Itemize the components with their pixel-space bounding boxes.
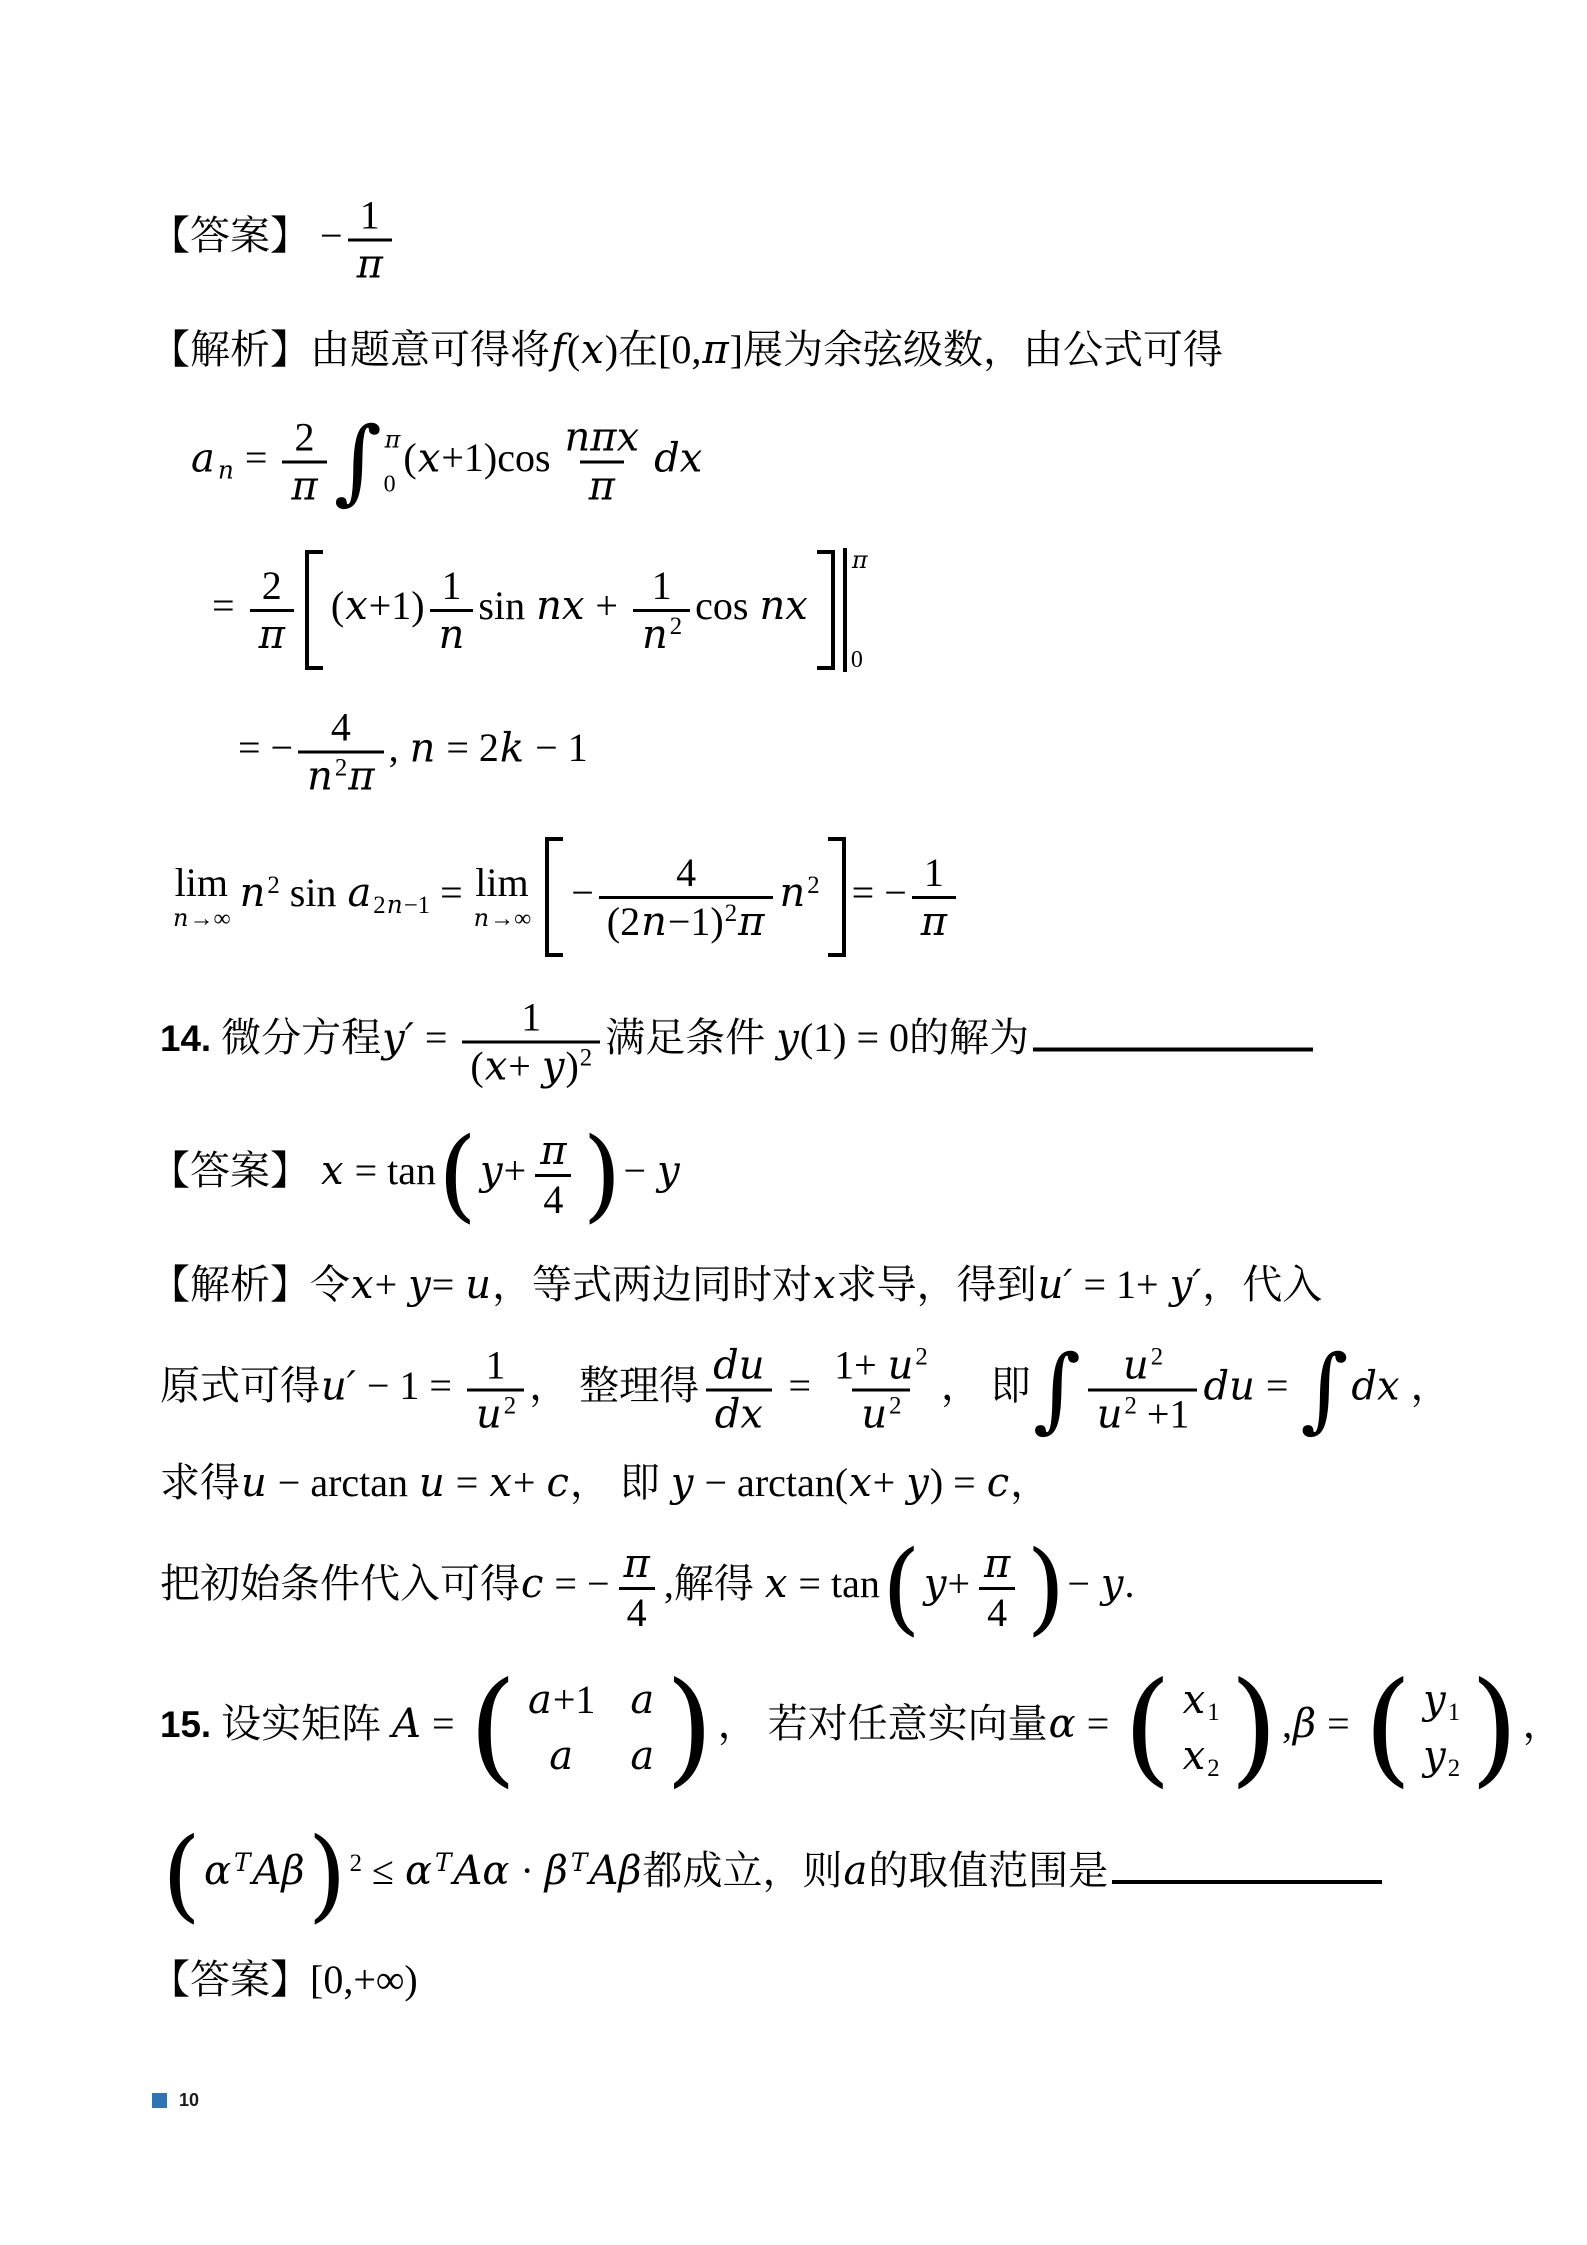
solution-14-line-2: 原式可得u′ − 1 = $\frac{1}{u^2}$ ， 整理得 $\frac{du}{dx}$ = $\frac{1+ u^2}{u^2}$ ， 即 ∫ $\frac{u^2}{u^2 +1}$ du = ∫ dx ， [160,1335,1451,1443]
page-number: 10 [179,2090,200,2110]
formula-antiderivative: = $\frac{2}{\pi}$ (x+1) $\frac{1}{n}$ sin nx + $\frac{1}{n^2}$ cos nx π 0 [212,546,868,673]
solution-14-line-4: 把初始条件代入可得c = − $\frac{\pi}{4}$ ,解得 x = tan(y+ $\frac{\pi}{4}$ )− y. [160,1529,1135,1646]
answer-14-line: 【答案】 x = tan(y+ $\frac{\pi}{4}$ )− y [150,1116,680,1233]
answer-13-line: 【答案】 − $\frac{1}{\pi}$ [150,193,397,288]
question-14-line: 14. 微分方程y′ = $\frac{1}{(x+ y)^2}$ 满足条件 y(1) = 0的解为 [160,995,1313,1090]
question-15-line: 15. 设实矩阵 A = ( a+1 a a a ) ， 若对任意实向量α = ( x1 x2 ) ,β = ( y1 y2 ) ， [160,1656,1563,1800]
footer-square-icon [152,2093,167,2108]
formula-limit: lim n→∞ $n^2$ sin a2n−1 = lim n→∞ − $\frac{4}{(2n-1)^2\pi}$ $n^2$ = − $\frac{1}{\pi}$ [172,837,961,957]
solution-14-line-3: 求得u − arctan u = x+ c， 即 y − arctan(x+ y) = c， [160,1460,1051,1506]
formula-an-integral: an = $\frac{2}{\pi}$ ∫ π 0 (x+1)cos $\frac{\text{nπx}}{\pi}$ dx [191,407,703,515]
question-15-condition: (α $^T$Aβ) $^2$ ≤ α $^T$Aα · β $^T$Aβ都成立，则a的取值范围是 [160,1825,1382,1925]
page-footer [152,2090,199,2111]
solution-14-line-1: 【解析】令x+ y= u，等式两边同时对x求导，得到u′ = 1+ y′，代入 [150,1262,1323,1308]
answer-15-line: 【答案】[0,+∞) [150,1957,418,2002]
solution-13-intro: 【解析】由题意可得将f(x)在[0,π]展为余弦级数，由公式可得 [150,327,1223,373]
formula-an-result: = − $\frac{4}{n^2\pi}$ , n = 2k − 1 [238,704,588,800]
